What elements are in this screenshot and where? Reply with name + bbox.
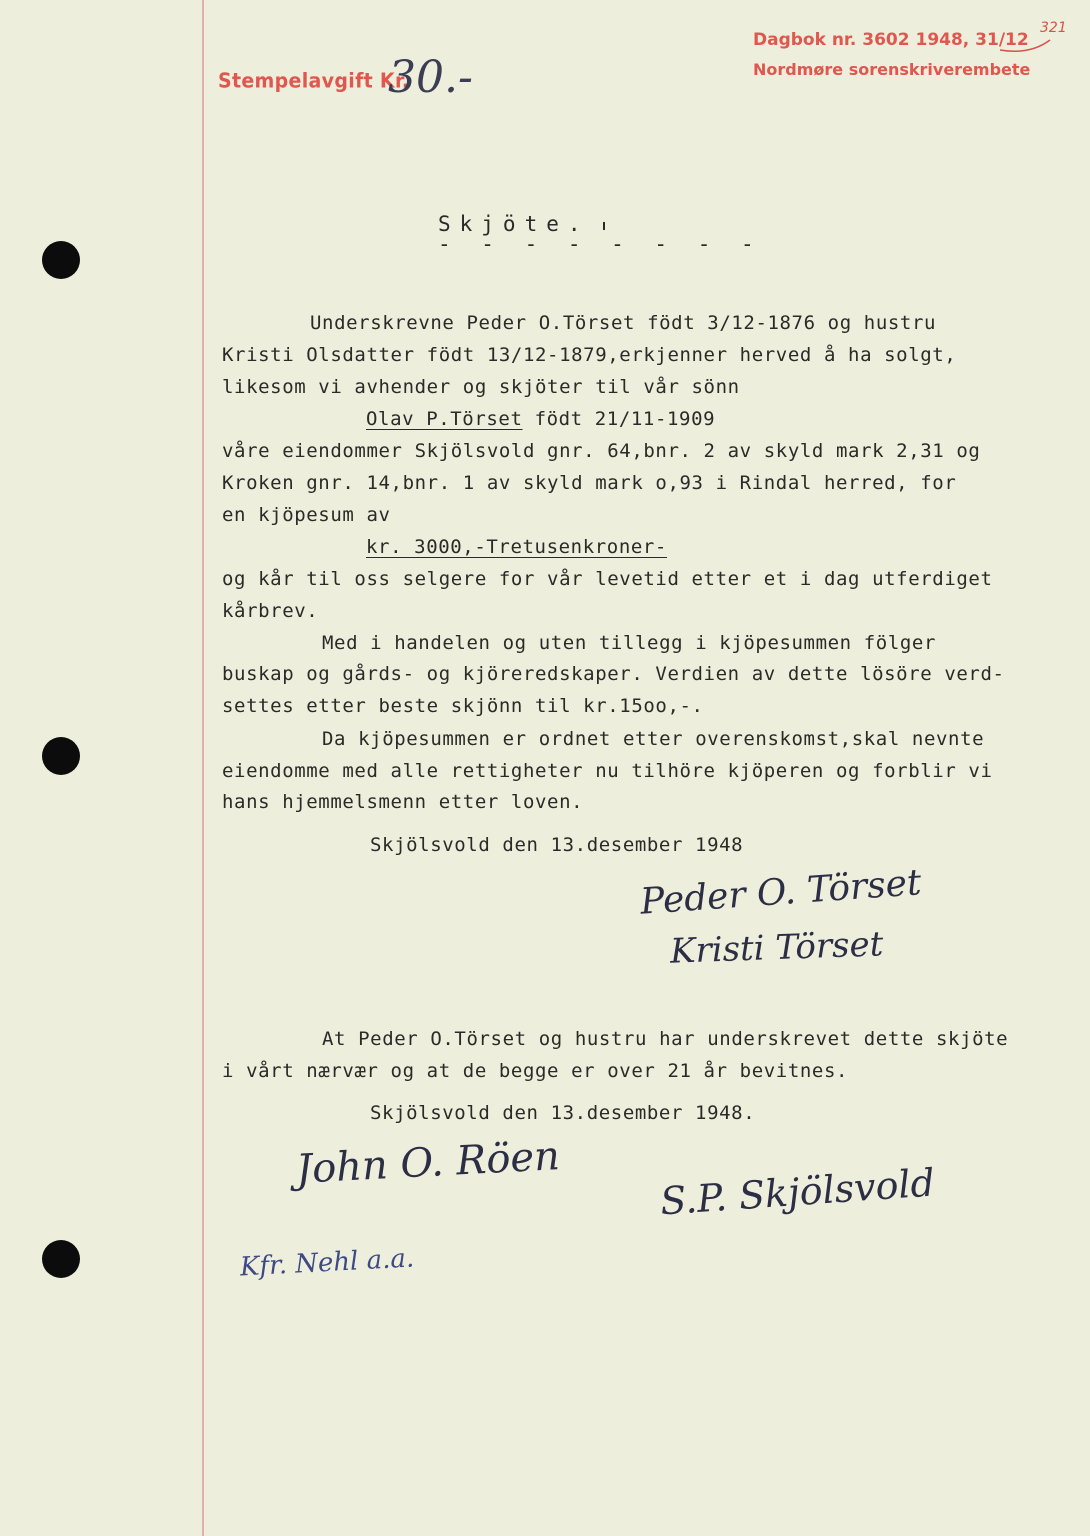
purchase-price: kr. 3000,-Tretusenkroner-: [366, 536, 667, 558]
body-line: og kår til oss selgere for vår levetid etter et i dag utferdiget: [222, 568, 993, 590]
punch-hole: [42, 1240, 80, 1278]
signature-witness-1: John O. Röen: [294, 1133, 561, 1193]
body-line: Kristi Olsdatter födt 13/12-1879,erkjenner herved å ha solgt,: [222, 344, 957, 366]
folio-number: 321: [1040, 20, 1067, 36]
buyer-name: Olav P.Törset: [366, 408, 523, 430]
stamp-fee-label: Stempelavgift Kr.: [218, 69, 410, 93]
place-date: Skjölsvold den 13.desember 1948: [370, 834, 744, 856]
body-line: Med i handelen og uten tillegg i kjöpesummen fölger: [322, 632, 936, 654]
body-line: Underskrevne Peder O.Törset födt 3/12-1876 og hustru: [310, 312, 937, 334]
body-line: kårbrev.: [222, 600, 319, 622]
signature-seller-1: Peder O. Törset: [638, 862, 923, 923]
signature-witness-2: S.P. Skjölsvold: [658, 1160, 937, 1224]
body-line: likesom vi avhender og skjöter til vår sönn: [222, 376, 740, 398]
stamp-fee-value: 30.-: [388, 52, 473, 103]
witness-line: At Peder O.Törset og hustru har underskrevet dette skjöte: [322, 1028, 1009, 1050]
signature-seller-2: Kristi Törset: [669, 924, 884, 972]
body-line: buskap og gårds- og kjöreredskaper. Verdien av dette lösöre verd-: [222, 663, 1005, 685]
body-line: en kjöpesum av: [222, 504, 391, 526]
body-line: Da kjöpesummen er ordnet etter overenskomst,skal nevnte: [322, 728, 985, 750]
buyer-line: [366, 408, 715, 430]
office-stamp: Nordmøre sorenskriverembete: [753, 60, 1031, 79]
punch-hole: [42, 737, 80, 775]
witness-line: i vårt nærvær og at de begge er over 21 år bevitnes.: [222, 1060, 849, 1082]
punch-hole: [42, 241, 80, 279]
witness-place-date: Skjölsvold den 13.desember 1948.: [370, 1102, 756, 1124]
body-line: Kroken gnr. 14,bnr. 1 av skyld mark o,93 i Rindal herred, for: [222, 472, 957, 494]
body-line: eiendomme med alle rettigheter nu tilhöre kjöperen og forblir vi: [222, 760, 993, 782]
document-title: Skjöte.: [438, 212, 590, 236]
buyer-born: födt 21/11-1909: [534, 408, 716, 430]
body-line: våre eiendommer Skjölsvold gnr. 64,bnr. 2 av skyld mark 2,31 og: [222, 440, 981, 462]
body-line: hans hjemmelsmenn etter loven.: [222, 791, 584, 813]
marginal-note: Kfr. Nehl a.a.: [239, 1243, 415, 1283]
body-line: settes etter beste skjönn til kr.15oo,-.: [222, 695, 704, 717]
title-underline: - - - - - - - -: [438, 232, 763, 256]
dagbok-stamp: Dagbok nr. 3602 1948, 31/12: [753, 30, 1029, 50]
margin-line: [202, 0, 204, 1536]
